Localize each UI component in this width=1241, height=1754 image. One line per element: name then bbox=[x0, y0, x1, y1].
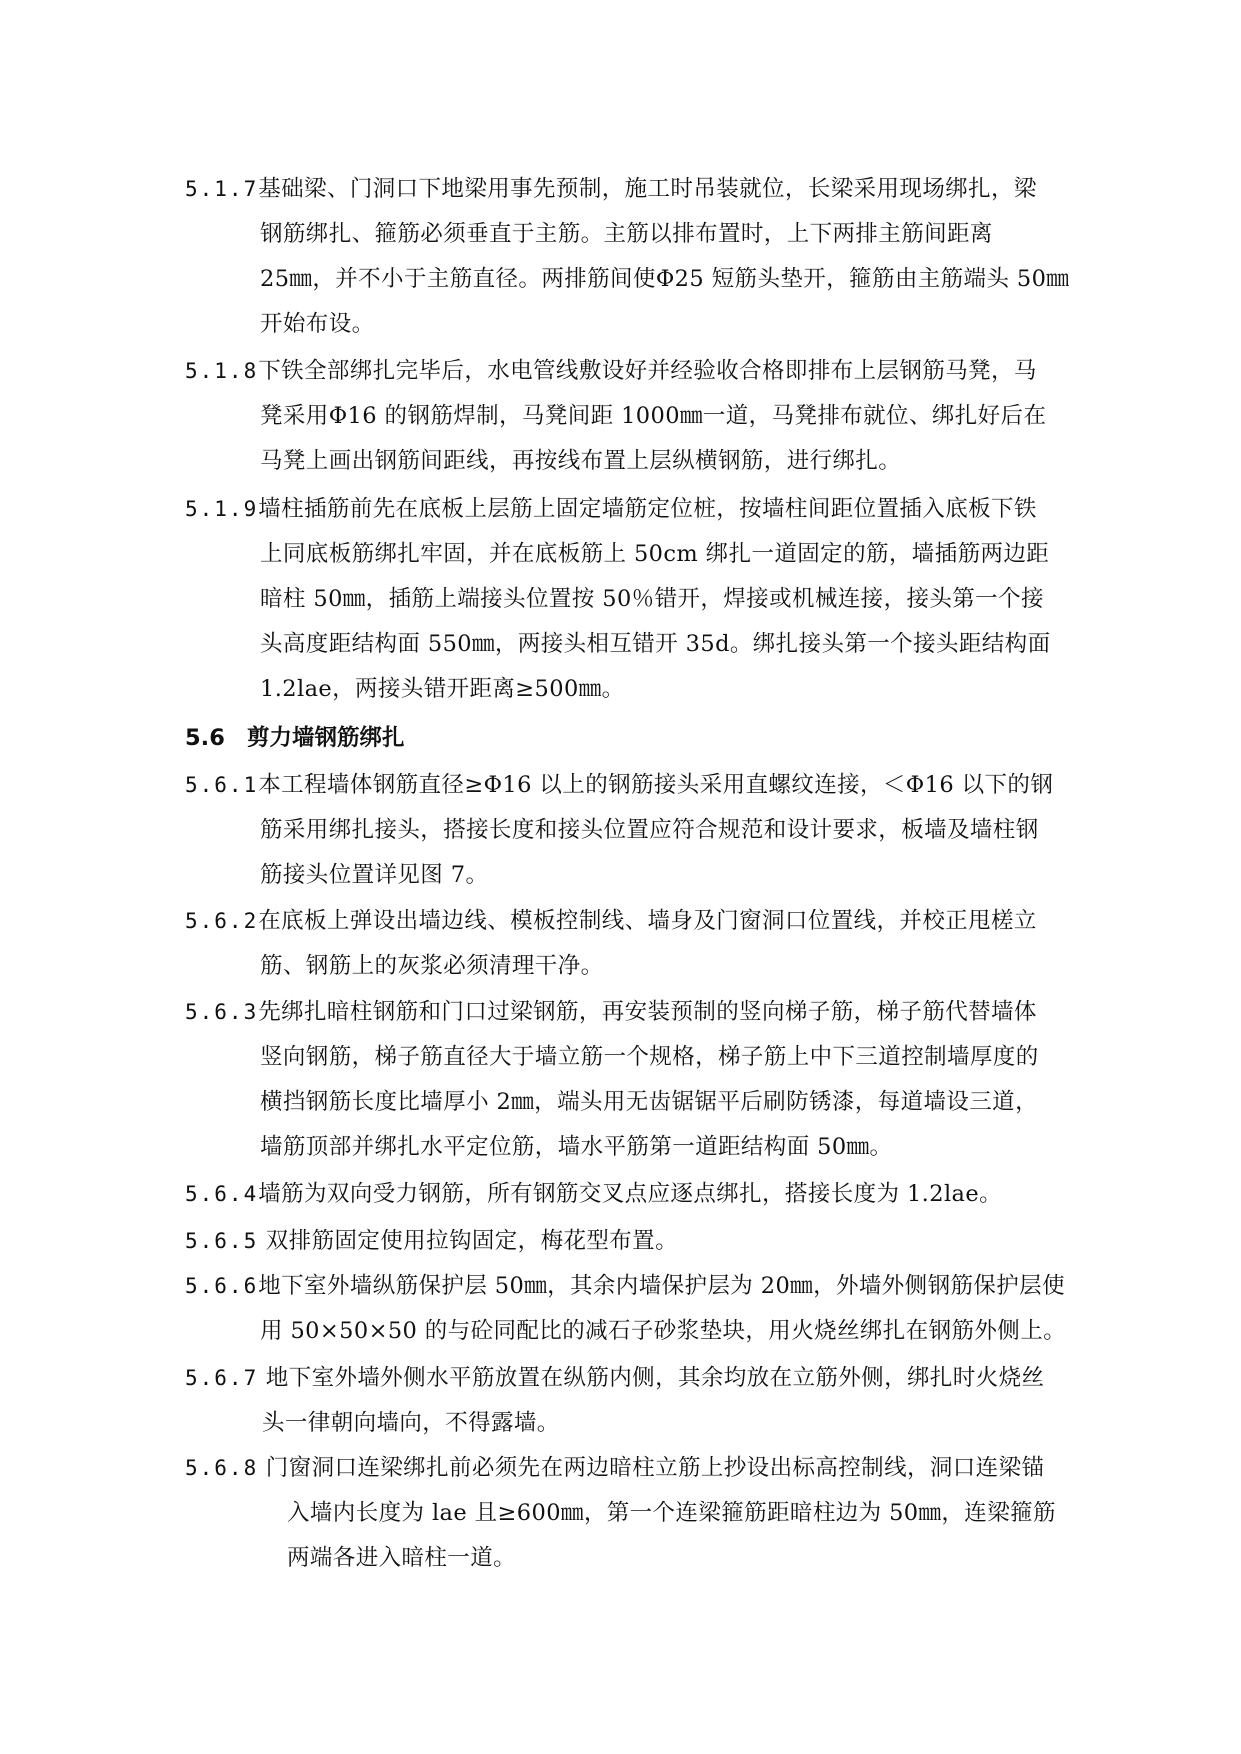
clause-text: 墙柱插筋前先在底板上层筋上固定墙筋定位桩，按墙柱间距位置插入底板下铁 bbox=[258, 496, 1037, 522]
clause-number: 5.6.2 bbox=[185, 909, 259, 933]
clause-line: 25㎜，并不小于主筋直径。两排筋间使Φ25 短筋头垫开，箍筋由主筋端头 50㎜ bbox=[260, 266, 1070, 292]
clause-line bbox=[185, 990, 1039, 1035]
clause-line: 两端各进入暗柱一道。 bbox=[287, 1545, 517, 1571]
clause-line: 横挡钢筋长度比墙厚小 2㎜，端头用无齿锯锯平后刷防锈漆，每道墙设三道， bbox=[260, 1089, 1038, 1115]
clause-line bbox=[185, 899, 1037, 944]
clause-line bbox=[185, 1446, 1056, 1491]
clause-line bbox=[185, 1264, 1066, 1309]
clause-5-6-5 bbox=[185, 1219, 678, 1264]
clause-text: 先绑扎暗柱钢筋和门口过梁钢筋，再安装预制的竖向梯子筋，梯子筋代替墙体 bbox=[258, 999, 1037, 1025]
clause-number: 5.1.9 bbox=[185, 497, 259, 521]
clause-number: 5.1.8 bbox=[185, 359, 259, 383]
clause-number: 5.6.5 bbox=[185, 1229, 259, 1253]
clause-line: 筋采用绑扎接头，搭接长度和接头位置应符合规范和设计要求，板墙及墙柱钢 bbox=[260, 817, 1039, 843]
clause-line bbox=[185, 1219, 678, 1264]
clause-5-6-4 bbox=[185, 1172, 1002, 1217]
clause-text: 地下室外墙纵筋保护层 50㎜，其余内墙保护层为 20㎜，外墙外侧钢筋保护层使 bbox=[258, 1273, 1065, 1299]
section-heading-title: 剪力墙钢筋绑扎 bbox=[247, 725, 405, 751]
clause-line: 暗柱 50㎜，插筋上端接头位置按 50％错开，焊接或机械连接，接头第一个接 bbox=[260, 586, 1044, 612]
clause-text: 双排筋固定使用拉钩固定，梅花型布置。 bbox=[258, 1228, 678, 1254]
clause-line: 头一律朝向墙向，不得露墙。 bbox=[262, 1410, 560, 1436]
clause-number: 5.6.7 bbox=[185, 1366, 259, 1390]
clause-text: 地下室外墙外侧水平筋放置在纵筋内侧，其余均放在立筋外侧，绑扎时火烧丝 bbox=[258, 1365, 1045, 1391]
clause-5-1-9 bbox=[185, 487, 1050, 712]
clause-text: 下铁全部绑扎完毕后，水电管线敷设好并经验收合格即排布上层钢筋马凳，马 bbox=[258, 358, 1037, 384]
clause-line: 钢筋绑扎、箍筋必须垂直于主筋。主筋以排布置时，上下两排主筋间距离 bbox=[260, 221, 993, 247]
clause-line: 入墙内长度为 lae 且≥600㎜，第一个连梁箍筋距暗柱边为 50㎜，连梁箍筋 bbox=[287, 1500, 1056, 1526]
clause-5-6-3 bbox=[185, 990, 1039, 1170]
section-heading bbox=[185, 716, 405, 761]
clause-line: 用 50×50×50 的与砼同配比的减石子砂浆垫块，用火烧丝绑扎在钢筋外侧上。 bbox=[260, 1318, 1067, 1344]
clause-line bbox=[185, 349, 1046, 394]
clause-number: 5.6.8 bbox=[185, 1456, 259, 1480]
clause-line: 墙筋顶部并绑扎水平定位筋，墙水平筋第一道距结构面 50㎜。 bbox=[260, 1134, 893, 1160]
clause-line bbox=[185, 1356, 1044, 1401]
clause-line bbox=[185, 763, 1053, 808]
clause-line bbox=[185, 167, 1069, 212]
clause-line: 马凳上画出钢筋间距线，再按线布置上层纵横钢筋，进行绑扎。 bbox=[260, 448, 902, 474]
clause-text: 基础梁、门洞口下地梁用事先预制，施工时吊装就位，长梁采用现场绑扎，梁 bbox=[258, 176, 1037, 202]
clause-line: 筋接头位置详见图 7。 bbox=[260, 862, 489, 888]
clause-line: 头高度距结构面 550㎜，两接头相互错开 35d。绑扎接头第一个接头距结构面 bbox=[260, 631, 1051, 657]
clause-line: 凳采用Φ16 的钢筋焊制，马凳间距 1000㎜一道，马凳排布就位、绑扎好后在 bbox=[260, 403, 1047, 429]
clause-number: 5.6.6 bbox=[185, 1274, 259, 1298]
clause-5-6-2 bbox=[185, 899, 1037, 989]
clause-line: 1.2lae，两接头错开距离≥500㎜。 bbox=[260, 676, 625, 702]
clause-5-1-7 bbox=[185, 167, 1069, 347]
clause-5-6-6 bbox=[185, 1264, 1066, 1354]
clause-line bbox=[185, 487, 1050, 532]
clause-number: 5.6.3 bbox=[185, 1000, 259, 1024]
clause-line bbox=[185, 1172, 1002, 1217]
clause-line: 上同底板筋绑扎牢固，并在底板筋上 50cm 绑扎一道固定的筋，墙插筋两边距 bbox=[260, 541, 1050, 567]
clause-5-6-7 bbox=[185, 1356, 1044, 1446]
clause-text: 墙筋为双向受力钢筋，所有钢筋交叉点应逐点绑扎，搭接长度为 1.2lae。 bbox=[258, 1181, 1002, 1207]
clause-number: 5.6.1 bbox=[185, 773, 259, 797]
clause-5-6-1 bbox=[185, 763, 1053, 898]
section-heading-number: 5.6 bbox=[185, 725, 225, 751]
clause-number: 5.1.7 bbox=[185, 177, 259, 201]
clause-5-1-8 bbox=[185, 349, 1046, 484]
clause-line: 筋、钢筋上的灰浆必须清理干净。 bbox=[260, 953, 604, 979]
clause-5-6-8 bbox=[185, 1446, 1056, 1581]
clause-number: 5.6.4 bbox=[185, 1182, 259, 1206]
clause-line: 开始布设。 bbox=[260, 311, 375, 337]
clause-text: 本工程墙体钢筋直径≥Φ16 以上的钢筋接头采用直螺纹连接，＜Φ16 以下的钢 bbox=[258, 772, 1054, 798]
clause-line: 竖向钢筋，梯子筋直径大于墙立筋一个规格，梯子筋上中下三道控制墙厚度的 bbox=[260, 1044, 1039, 1070]
clause-text: 在底板上弹设出墙边线、模板控制线、墙身及门窗洞口位置线，并校正甩槎立 bbox=[258, 908, 1037, 934]
clause-text: 门窗洞口连梁绑扎前必须先在两边暗柱立筋上抄设出标高控制线，洞口连梁锚 bbox=[258, 1455, 1045, 1481]
